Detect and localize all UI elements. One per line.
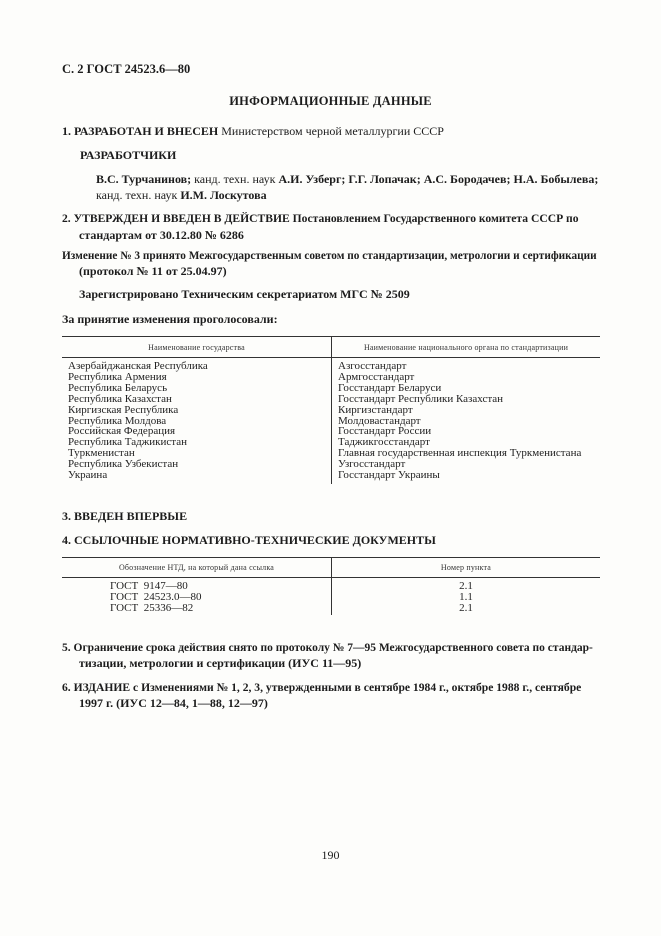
developers-list-line2 <box>96 187 267 203</box>
table-1-state-cell: Республика Узбекистан <box>68 458 179 471</box>
table-2-header-doc: Обозначение НТД, на который дана ссылка <box>118 563 275 572</box>
table-1-body-cell: Узгосстандарт <box>338 458 406 471</box>
table-1-body-cell: Госстандарт Беларуси <box>338 381 442 394</box>
item-3: 3. ВВЕДЕН ВПЕРВЫЕ <box>62 509 188 523</box>
item-2-line-1: 2. УТВЕРЖДЕН И ВВЕДЕН В ДЕЙСТВИЕ Постановлением Государственного комитета СССР по <box>62 212 579 225</box>
developer-2: А.И. Узберг; <box>278 172 346 186</box>
item-5-line-2: тизации, метрологии и сертификации (ИУС 11—95) <box>79 656 362 670</box>
item-6-line-2: 1997 г. (ИУС 12—84, 1—88, 12—97) <box>79 696 268 710</box>
page-title: ИНФОРМАЦИОННЫЕ ДАННЫЕ <box>229 94 432 108</box>
registered-note: Зарегистрировано Техническим секретариатом МГС № 2509 <box>79 287 410 301</box>
table-1-state-cell: Киргизская Республика <box>68 403 179 416</box>
item-1-text: Министерством черной металлургии СССР <box>221 124 444 138</box>
change-3-line-2: (протокол № 11 от 25.04.97) <box>79 264 227 278</box>
table-1-state-cell: Республика Казахстан <box>68 392 172 405</box>
table-1-body-cell: Азгосстандарт <box>338 360 407 372</box>
table-1-body-cell: Молдовастандарт <box>338 414 421 427</box>
table-1-header-state: Наименование государства <box>148 343 245 352</box>
table-1-body-cell: Таджикгосстандарт <box>338 436 430 449</box>
table-1-column-rule <box>331 336 332 484</box>
item-1-label: 1. РАЗРАБОТАН И ВНЕСЕН <box>62 124 219 138</box>
item-4: 4. ССЫЛОЧНЫЕ НОРМАТИВНО-ТЕХНИЧЕСКИЕ ДОКУМЕНТЫ <box>62 533 436 547</box>
table-1-body-cell: Армгосстандарт <box>338 370 415 383</box>
table-1-body-cell: Госстандарт Украины <box>338 469 440 481</box>
table-1-state-cell: Туркменистан <box>68 447 135 460</box>
table-1-body-cell: Госстандарт России <box>338 425 432 438</box>
item-5-line-1: 5. Ограничение срока действия снято по протоколу № 7—95 Межгосударственного совета по стандар- <box>62 642 593 654</box>
item-1 <box>62 123 444 139</box>
table-1-state-cell: Украина <box>68 469 108 481</box>
table-2-doc-cell: ГОСТ 24523.0—80 <box>110 591 202 603</box>
table-2-doc-cell: ГОСТ 9147—80 <box>110 580 188 592</box>
table-1-state-cell: Республика Молдова <box>68 414 167 427</box>
table-2-header-clause: Номер пункта <box>440 563 492 572</box>
developer-5: Н.А. Бобылева; <box>510 172 599 186</box>
table-1-state-cell: Азербайджанская Республика <box>68 360 208 372</box>
table-2-clause-cell: 1.1 <box>459 591 473 603</box>
table-1-header-body: Наименование национального органа по стандартизации <box>363 343 569 352</box>
page-header: С. 2 ГОСТ 24523.6—80 <box>62 62 191 76</box>
table-1-body-cell: Госстандарт Республики Казахстан <box>338 392 504 405</box>
page-number: 190 <box>321 848 340 862</box>
table-2-clause-cell: 2.1 <box>459 580 473 592</box>
item-6-line-1: 6. ИЗДАНИЕ с Изменениями № 1, 2, 3, утвержденными в сентябре 1984 г., октябре 1988 г., сентябре <box>62 681 582 694</box>
developer-6: И.М. Лоскутова <box>180 188 267 202</box>
developer-degree-2: канд. техн. наук <box>96 188 181 202</box>
table-1-body-cell: Киргизстандарт <box>338 403 413 416</box>
developer-4: А.С. Бородачев; <box>420 172 511 186</box>
table-1-state-cell: Республика Армения <box>68 370 167 383</box>
change-3-line-1: Изменение № 3 принято Межгосударственным советом по стандартизации, метрологии и сертификации <box>62 250 597 262</box>
table-1-state-cell: Республика Беларусь <box>68 381 168 394</box>
table-1-body-cell: Главная государственная инспекция Туркменистана <box>338 447 582 460</box>
item-2-line-2: стандартам от 30.12.80 № 6286 <box>79 228 244 242</box>
developer-1: В.С. Турчанинов; <box>96 172 192 186</box>
developers-heading: РАЗРАБОТЧИКИ <box>80 148 177 162</box>
table-1-state-cell: Республика Таджикистан <box>68 436 187 449</box>
developer-3: Г.Г. Лопачак; <box>345 172 421 186</box>
developers-list <box>96 171 601 187</box>
developer-degree-1: канд. техн. наук <box>191 172 279 186</box>
table-1-state-cell: Российская Федерация <box>68 425 176 438</box>
table-2-doc-cell: ГОСТ 25336—82 <box>110 602 194 614</box>
table-2-clause-cell: 2.1 <box>459 602 473 614</box>
voted-heading: За принятие изменения проголосовали: <box>62 312 278 326</box>
